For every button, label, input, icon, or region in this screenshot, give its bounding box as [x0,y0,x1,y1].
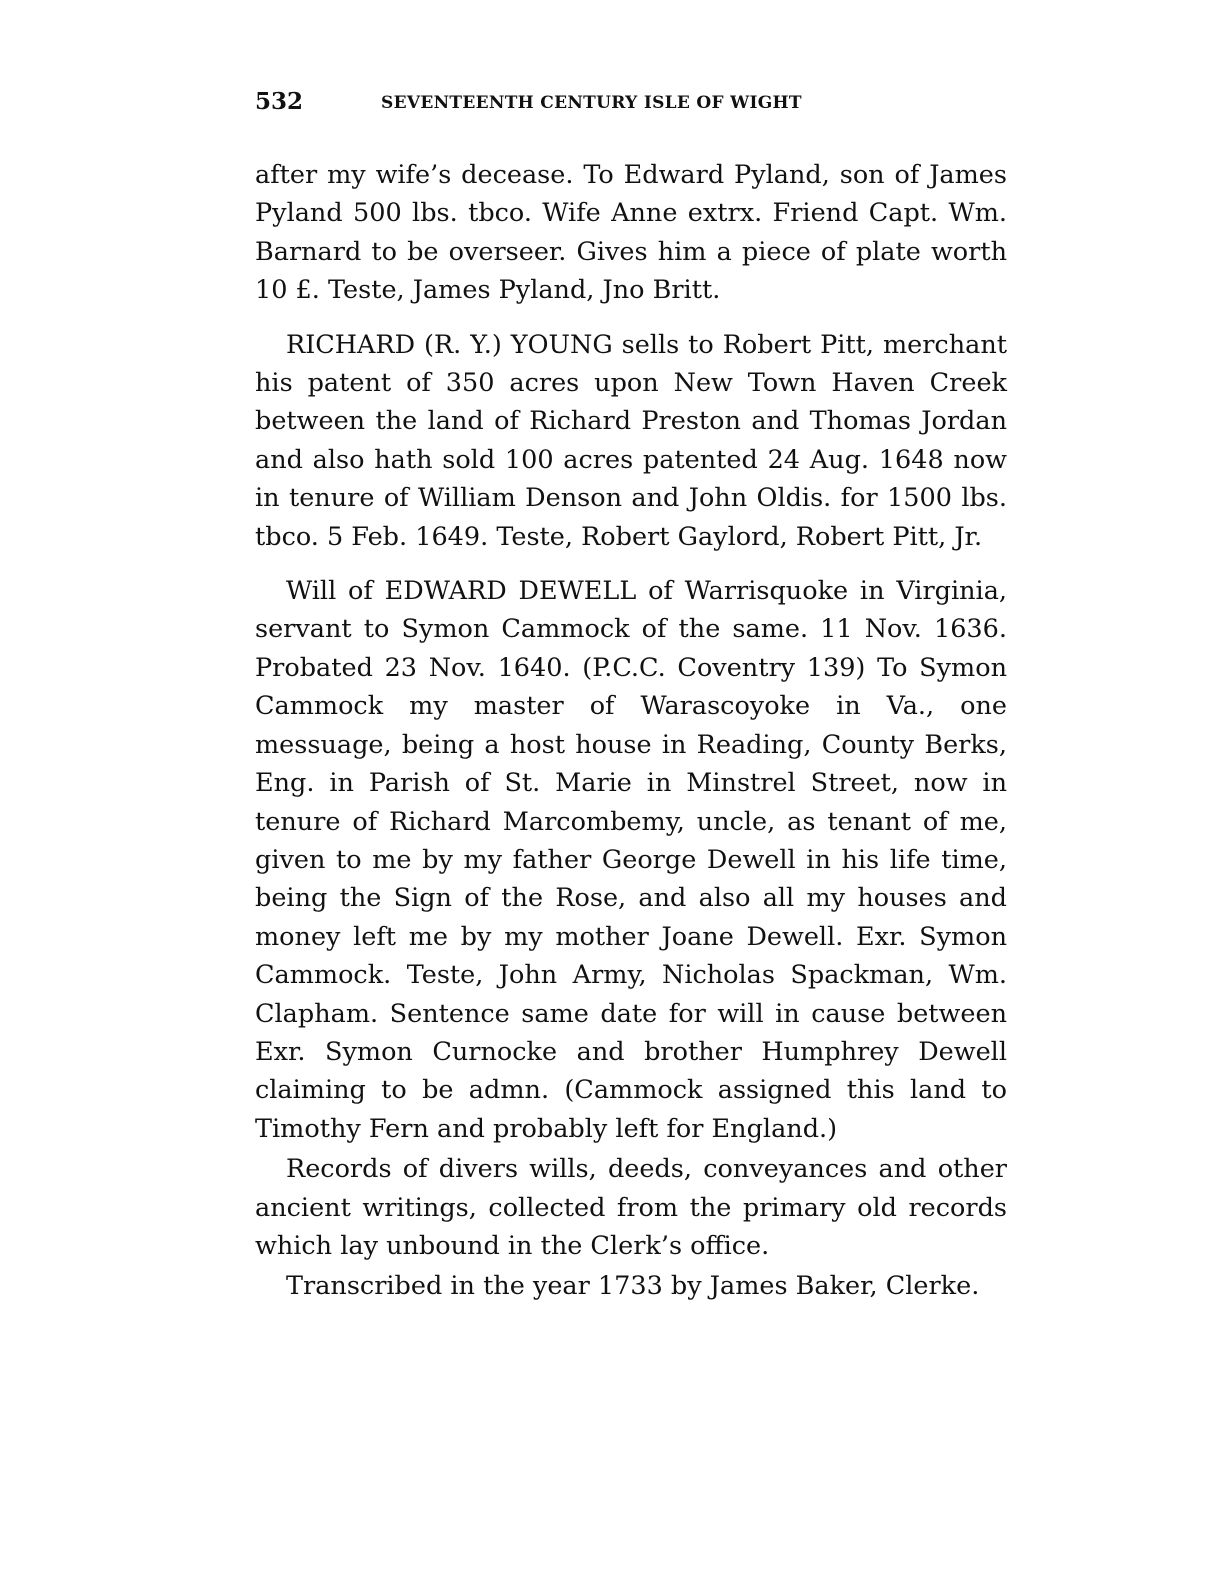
page-header [255,88,1007,122]
paragraph-continued-will: after my wife’s decease. To Edward Pyland, son of James Pyland 500 lbs. tbco. Wife Anne extrx. Friend Capt. Wm. Barnard to be overseer. Gives him a piece of plate worth 10 £. Teste, James Pyland, Jno Britt. [255,160,1007,306]
page-body [255,156,1007,1306]
running-title: SEVENTEENTH CENTURY ISLE OF WIGHT [381,93,802,113]
paragraph-records-note: Records of divers wills, deeds, conveyances and other ancient writings, collected from the primary old records which lay unbound in the Clerk’s office. [255,1154,1007,1261]
paragraph-transcription-note: Transcribed in the year 1733 by James Baker, Clerke. [286,1271,980,1302]
book-page [255,88,1007,1322]
paragraph-richard-young: RICHARD (R. Y.) YOUNG sells to Robert Pitt, merchant his patent of 350 acres upon New Town Haven Creek between the land of Richard Preston and Thomas Jordan and also hath sold 100 acres patented 24 Aug. 1648 now in tenure of William Denson and John Oldis. for 1500 lbs. tbco. 5 Feb. 1649. Teste, Robert Gaylord, Robert Pitt, Jr. [255,329,1007,552]
page-number: 532 [255,88,304,115]
paragraph-edward-dewell-will: Will of EDWARD DEWELL of Warrisquoke in Virginia, servant to Symon Cammock of the same. 11 Nov. 1636. Probated 23 Nov. 1640. (P.C.C. Coventry 139) To Symon Cammock my master of Warascoyoke in Va., one messuage, being a host house in Reading, County Berks, Eng. in Parish of St. Marie in Minstrel Street, now in tenure of Richard Marcombemy, uncle, as tenant of me, given to me by my father George Dewell in his life time, being the Sign of the Rose, and also all my houses and money left me by my mother Joane Dewell. Exr. Symon Cammock. Teste, John Army, Nicholas Spackman, Wm. Clapham. Sentence same date for will in cause between Exr. Symon Curnocke and brother Humphrey Dewell claiming to be admn. (Cammock assigned this land to Timothy Fern and probably left for England.) [255,576,1007,1144]
